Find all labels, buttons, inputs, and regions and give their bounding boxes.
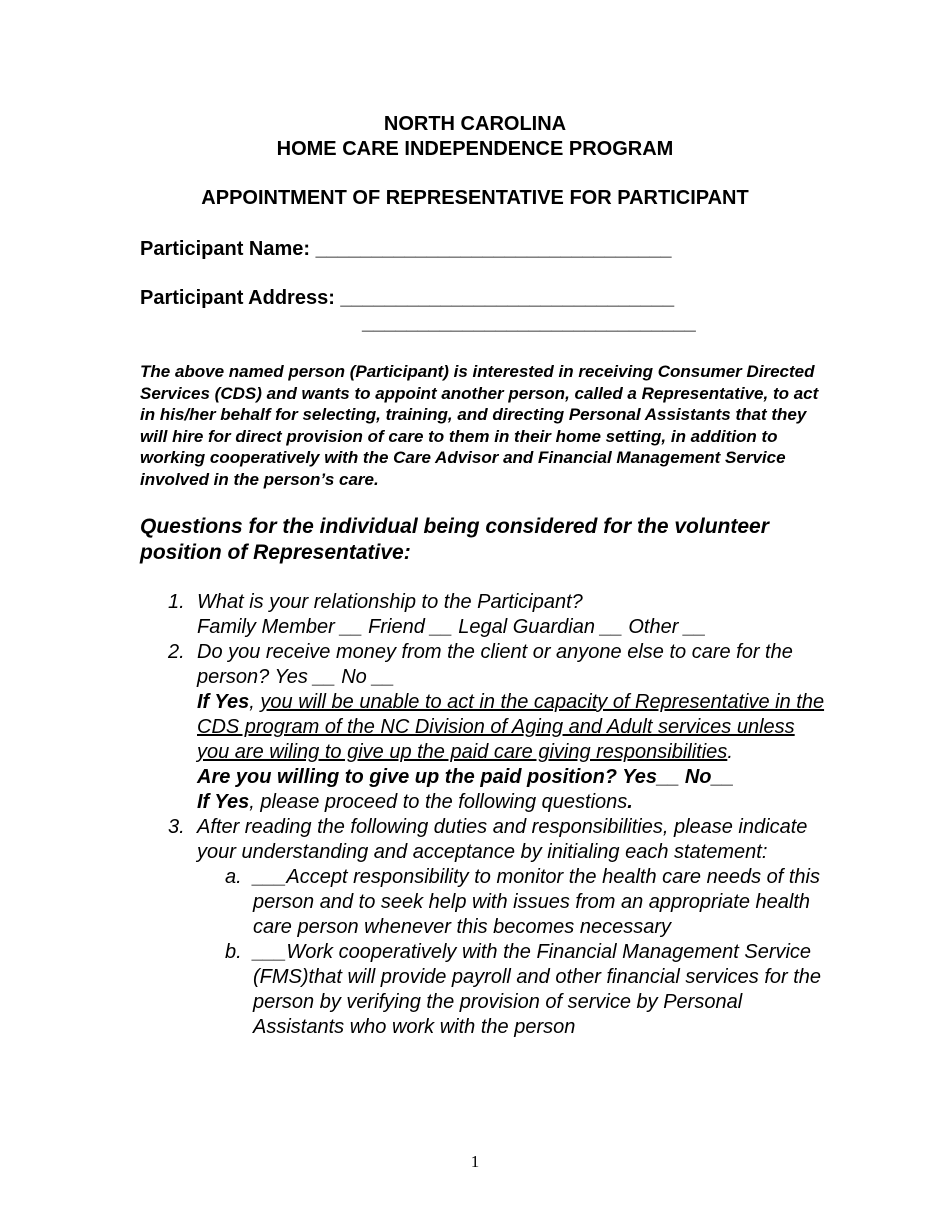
question-number: 1. xyxy=(168,591,185,613)
proceed-text: , please proceed to the following questions xyxy=(249,791,628,813)
participant-address-field xyxy=(140,287,674,310)
participant-name-field xyxy=(140,238,672,261)
duty-item-b xyxy=(197,940,827,1040)
if-yes-separator: , xyxy=(249,691,261,713)
participant-name-label: Participant Name: xyxy=(140,238,316,260)
question-3 xyxy=(0,815,827,1040)
participant-address-blank-2: ______________________________ xyxy=(362,312,696,334)
proceed-instruction xyxy=(197,790,827,815)
participant-address-blank-1: ______________________________ xyxy=(340,287,675,309)
questions-list xyxy=(0,590,950,1040)
question-text: After reading the following duties and responsibilities, please indicate your understanding and acceptance by initialing each statement: xyxy=(197,816,808,863)
duty-item-a xyxy=(197,865,827,940)
question-number: 2. xyxy=(168,641,185,663)
duty-letter: a. xyxy=(225,866,242,888)
question-2 xyxy=(0,640,827,815)
program-heading: HOME CARE INDEPENDENCE PROGRAM xyxy=(276,138,674,160)
proceed-end: . xyxy=(627,791,633,813)
warning-end: . xyxy=(727,741,733,763)
willing-question: Are you willing to give up the paid position? Yes__ No__ xyxy=(197,766,734,788)
questions-heading: Questions for the individual being considered for the volunteer position of Representative: xyxy=(140,515,769,564)
page-number: 1 xyxy=(470,1152,480,1171)
question-text: Do you receive money from the client or anyone else to care for the person? Yes __ No __ xyxy=(197,641,793,688)
participant-address-label: Participant Address: xyxy=(140,287,341,309)
question-text: What is your relationship to the Participant? xyxy=(197,591,583,613)
if-yes-warning xyxy=(197,690,827,765)
warning-text: you will be unable to act in the capacity of Representative in the CDS program of the NC Division of Aging and Adult services unless you are wiling to give up the paid care giving responsibilities xyxy=(197,691,825,763)
relationship-options: Family Member __ Friend __ Legal Guardian __ Other __ xyxy=(197,616,707,638)
question-number: 3. xyxy=(168,816,185,838)
if-yes-label: If Yes xyxy=(197,691,250,713)
duty-letter: b. xyxy=(225,941,242,963)
form-title: APPOINTMENT OF REPRESENTATIVE FOR PARTICIPANT xyxy=(201,187,749,209)
state-heading: NORTH CAROLINA xyxy=(383,113,567,135)
question-1 xyxy=(0,590,827,640)
intro-paragraph: The above named person (Participant) is interested in receiving Consumer Directed Services (CDS) and wants to appoint another person, called a Representative, to act in his/her behalf for selecting, training, and directing Personal Assistants that they will hire for direct provision of care to them in their home setting, in addition to working cooperatively with the Care Advisor and Financial Management Service involved in the person’s care. xyxy=(140,362,819,489)
participant-name-blank: ________________________________ xyxy=(315,238,672,260)
proceed-label: If Yes xyxy=(197,791,250,813)
duty-text: ___Work cooperatively with the Financial Management Service (FMS)that will provide payroll and other financial services for the person by verifying the provision of service by Personal Assistants who work with the person xyxy=(253,941,822,1038)
duty-text: ___Accept responsibility to monitor the health care needs of this person and to seek help with issues from an appropriate health care person whenever this becomes necessary xyxy=(253,866,820,938)
